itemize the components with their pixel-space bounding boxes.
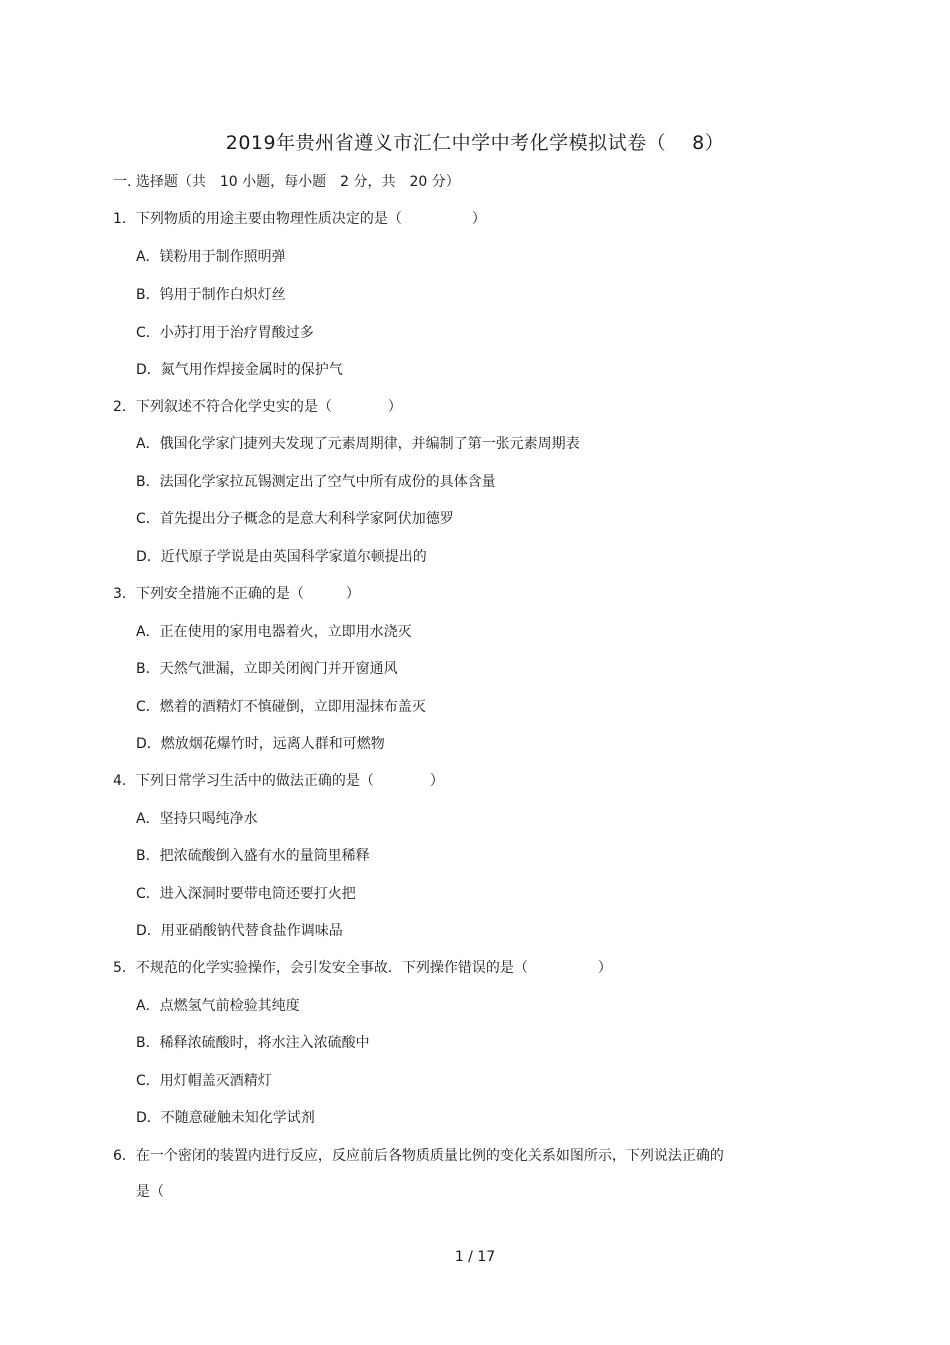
question-3-option-d: D．燃放烟花爆竹时，远离人群和可燃物: [136, 736, 385, 752]
question-1-option-a: A．镁粉用于制作照明弹: [136, 249, 286, 265]
question-4-option-b: B．把浓硫酸倒入盛有水的量筒里稀释: [136, 848, 370, 864]
question-3-stem: 3．下列安全措施不正确的是（ ）: [113, 586, 360, 602]
page-title: 2019年贵州省遵义市汇仁中学中考化学模拟试卷（ 8）: [225, 132, 725, 154]
question-5-stem: 5．不规范的化学实验操作，会引发安全事故．下列操作错误的是（ ）: [113, 960, 612, 976]
question-4-option-c: C．进入深洞时要带电筒还要打火把: [136, 886, 356, 902]
question-2-stem: 2．下列叙述不符合化学史实的是（ ）: [113, 399, 402, 415]
question-2-option-c: C．首先提出分子概念的是意大利科学家阿伏加德罗: [136, 511, 454, 527]
question-4-stem: 4．下列日常学习生活中的做法正确的是（ ）: [113, 773, 444, 789]
question-5-option-a: A．点燃氢气前检验其纯度: [136, 998, 300, 1014]
question-1-stem: 1．下列物质的用途主要由物理性质决定的是（ ）: [113, 211, 486, 227]
question-5-option-d: D．不随意碰触未知化学试剂: [136, 1110, 315, 1126]
section-heading: 一. 选择题（共 10 小题，每小题 2 分，共 20 分）: [113, 174, 460, 190]
question-6-stem: 6．在一个密闭的装置内进行反应，反应前后各物质质量比例的变化关系如图所示，下列说法正确的: [113, 1148, 724, 1164]
question-5-option-b: B．稀释浓硫酸时，将水注入浓硫酸中: [136, 1035, 370, 1051]
question-4-option-d: D．用亚硝酸钠代替食盐作调味品: [136, 923, 343, 939]
page-number: 1 / 17: [454, 1249, 496, 1265]
question-2-option-a: A．俄国化学家门捷列夫发现了元素周期律，并编制了第一张元素周期表: [136, 436, 580, 452]
question-2-option-b: B．法国化学家拉瓦锡测定出了空气中所有成份的具体含量: [136, 474, 496, 490]
question-4-option-a: A．坚持只喝纯净水: [136, 811, 258, 827]
question-3-option-c: C．燃着的酒精灯不慎碰倒，立即用湿抹布盖灭: [136, 699, 426, 715]
question-6-continuation: 是（: [136, 1184, 164, 1200]
question-1-option-b: B．钨用于制作白炽灯丝: [136, 287, 286, 303]
question-2-option-d: D．近代原子学说是由英国科学家道尔顿提出的: [136, 549, 427, 565]
question-5-option-c: C．用灯帽盖灭酒精灯: [136, 1073, 272, 1089]
question-3-option-a: A．正在使用的家用电器着火，立即用水浇灭: [136, 624, 412, 640]
question-1-option-c: C．小苏打用于治疗胃酸过多: [136, 325, 314, 341]
question-1-option-d: D．氮气用作焊接金属时的保护气: [136, 362, 343, 378]
question-3-option-b: B．天然气泄漏，立即关闭阀门并开窗通风: [136, 661, 398, 677]
